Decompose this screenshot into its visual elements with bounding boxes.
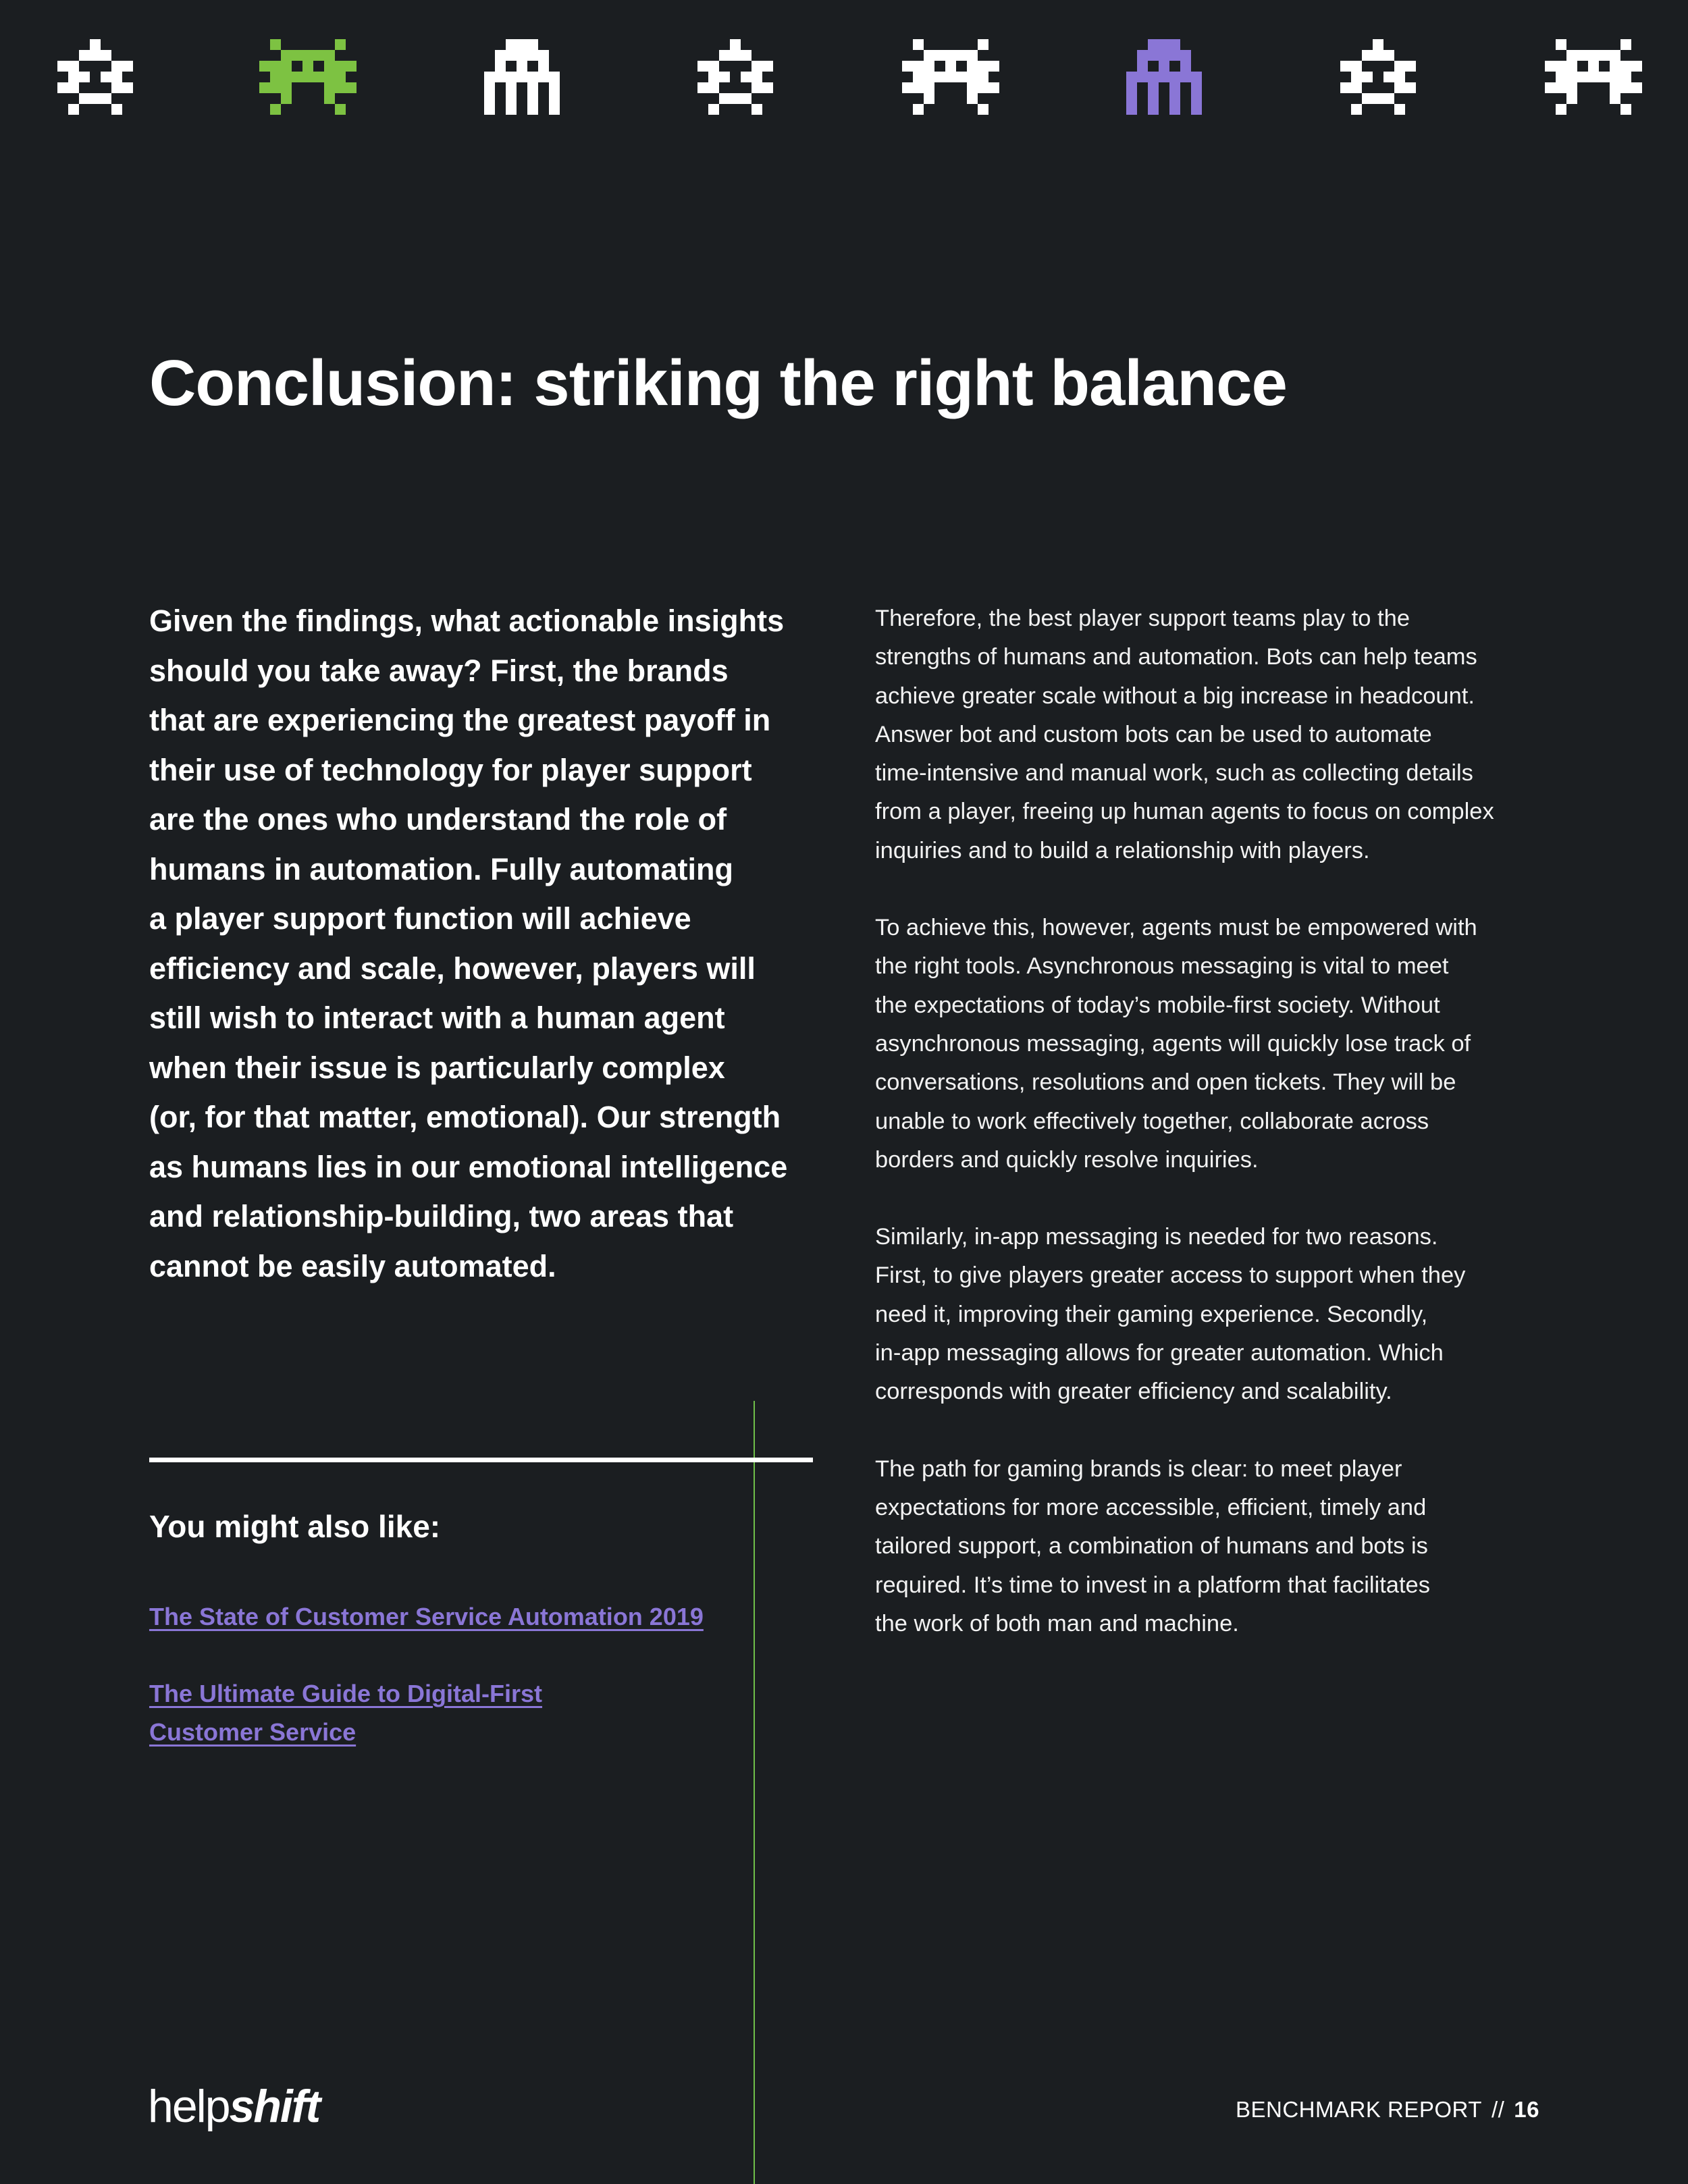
lead-line: are the ones who understand the role of: [149, 802, 727, 836]
lead-line: humans in automation. Fully automating: [149, 851, 734, 886]
lead-line: their use of technology for player support: [149, 752, 752, 787]
body-line: the work of both man and machine.: [875, 1610, 1239, 1636]
body-paragraph: [875, 909, 1571, 1179]
body-line: achieve greater scale without a big increase in headcount.: [875, 683, 1475, 709]
body-paragraph: [875, 1218, 1571, 1411]
footer-separator: //: [1491, 2097, 1505, 2122]
body-line: time-intensive and manual work, such as collecting details: [875, 760, 1473, 787]
lead-paragraph: [149, 596, 824, 1291]
invader-b-icon: [1543, 39, 1644, 115]
invader-c-icon: [484, 39, 560, 115]
page-number: 16: [1514, 2097, 1539, 2122]
body-column: [875, 600, 1571, 1682]
body-line: Similarly, in-app messaging is needed for two reasons.: [875, 1224, 1438, 1250]
lead-line: and relationship-building, two areas that: [149, 1199, 734, 1233]
section-divider: [149, 1458, 813, 1462]
related-link-digital-first-guide[interactable]: [149, 1674, 542, 1751]
body-line: Therefore, the best player support teams play to the: [875, 606, 1410, 631]
invader-b-icon: [900, 39, 1001, 115]
body-line: To achieve this, however, agents must be empowered with: [875, 915, 1477, 941]
invader-a-icon: [1340, 39, 1416, 115]
body-line: required. It’s time to invest in a platform that facilitates: [875, 1572, 1430, 1598]
body-line: Answer bot and custom bots can be used to automate: [875, 721, 1432, 747]
also-like-heading: You might also like:: [149, 1509, 441, 1544]
body-line: inquiries and to build a relationship with players.: [875, 837, 1370, 863]
lead-line: Given the findings, what actionable insights: [149, 604, 785, 638]
invader-a-icon: [57, 39, 133, 115]
body-line: need it, improving their gaming experience. Secondly,: [875, 1301, 1428, 1327]
body-line: corresponds with greater efficiency and scalability.: [875, 1379, 1392, 1405]
helpshift-logo: [148, 2079, 319, 2133]
related-link-text: The Ultimate Guide to Digital-First: [149, 1680, 543, 1707]
body-paragraph: [875, 1450, 1571, 1643]
body-paragraph: [875, 600, 1571, 870]
lead-line: efficiency and scale, however, players will: [149, 951, 756, 986]
invader-a-icon: [697, 39, 773, 115]
related-link-automation-2019[interactable]: [149, 1597, 704, 1636]
lead-line: (or, for that matter, emotional). Our strength: [149, 1100, 781, 1134]
body-line: First, to give players greater access to support when they: [875, 1262, 1466, 1289]
footer-label: BENCHMARK REPORT: [1235, 2097, 1482, 2122]
page-title: Conclusion: striking the right balance: [149, 347, 1287, 419]
logo-part-help: help: [148, 2081, 230, 2132]
body-line: from a player, freeing up human agents to focus on complex: [875, 799, 1494, 825]
body-line: borders and quickly resolve inquiries.: [875, 1146, 1259, 1173]
lead-line: still wish to interact with a human agent: [149, 1001, 725, 1035]
invader-b-icon: [257, 39, 359, 115]
related-link-text: Customer Service: [149, 1718, 357, 1746]
body-line: strengths of humans and automation. Bots can help teams: [875, 644, 1477, 670]
body-line: expectations for more accessible, efficient, timely and: [875, 1494, 1427, 1520]
body-line: unable to work effectively together, collaborate across: [875, 1108, 1429, 1134]
invader-c-icon: [1126, 39, 1202, 115]
body-line: in-app messaging allows for greater automation. Which: [875, 1340, 1444, 1366]
body-line: The path for gaming brands is clear: to meet player: [875, 1456, 1402, 1482]
body-line: the expectations of today’s mobile-first society. Without: [875, 992, 1440, 1018]
logo-part-shift: shift: [229, 2081, 320, 2132]
lead-line: a player support function will achieve: [149, 901, 691, 936]
lead-line: when their issue is particularly complex: [149, 1050, 725, 1085]
lead-line: cannot be easily automated.: [149, 1248, 556, 1283]
header-icon-row: [0, 0, 1688, 128]
body-line: tailored support, a combination of humans and bots is: [875, 1533, 1428, 1560]
body-line: conversations, resolutions and open tickets. They will be: [875, 1069, 1456, 1096]
vertical-divider: [754, 1401, 755, 2184]
lead-line: as humans lies in our emotional intelligence: [149, 1149, 788, 1184]
lead-line: that are experiencing the greatest payoff in: [149, 703, 771, 737]
related-link-text: The State of Customer Service Automation 2019: [149, 1603, 704, 1630]
page-footer: [1236, 2093, 1539, 2127]
lead-line: should you take away? First, the brands: [149, 653, 729, 688]
body-line: asynchronous messaging, agents will quickly lose track of: [875, 1030, 1471, 1057]
body-line: the right tools. Asynchronous messaging is vital to meet: [875, 953, 1449, 980]
